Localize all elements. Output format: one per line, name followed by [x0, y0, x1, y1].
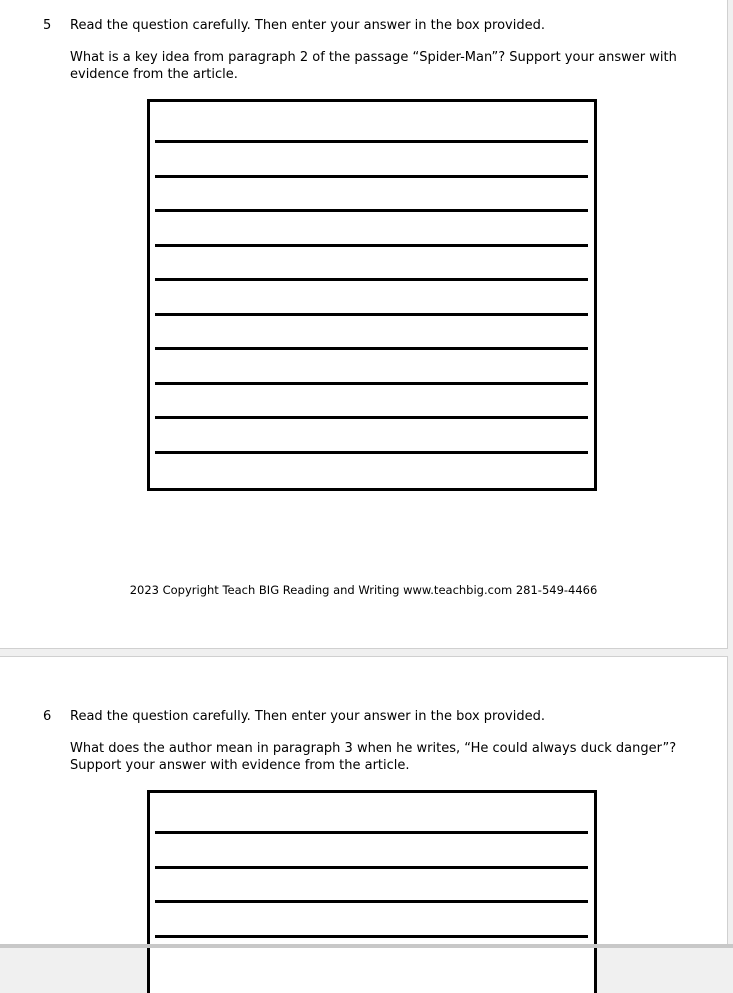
answer-line — [155, 347, 588, 350]
answer-line — [155, 382, 588, 385]
question-prompt: What does the author mean in paragraph 3 when he writes, “He could always duck danger”? Support your answer with evidence from the article. — [70, 741, 677, 773]
answer-line — [155, 175, 588, 178]
answer-box[interactable] — [147, 99, 597, 491]
answer-line — [155, 935, 588, 938]
question-number: 5 — [43, 18, 52, 33]
copyright-footer: 2023 Copyright Teach BIG Reading and Writing www.teachbig.com 281-549-4466 — [129, 583, 598, 597]
answer-line — [155, 244, 588, 247]
question-prompt: What is a key idea from paragraph 2 of the passage “Spider-Man”? Support your answer with evidence from the article. — [70, 50, 677, 82]
answer-line — [155, 416, 588, 419]
answer-line — [155, 900, 588, 903]
answer-line — [155, 866, 588, 869]
answer-line — [155, 209, 588, 212]
answer-box[interactable] — [147, 790, 597, 993]
question-number: 6 — [43, 709, 52, 724]
page-2 — [0, 656, 728, 946]
answer-line — [155, 278, 588, 281]
scrollbar-edge — [0, 944, 733, 948]
question-instruction: Read the question carefully. Then enter your answer in the box provided. — [70, 18, 545, 33]
answer-line — [155, 140, 588, 143]
question-instruction: Read the question carefully. Then enter your answer in the box provided. — [70, 709, 545, 724]
answer-line — [155, 451, 588, 454]
answer-line — [155, 313, 588, 316]
answer-line — [155, 831, 588, 834]
